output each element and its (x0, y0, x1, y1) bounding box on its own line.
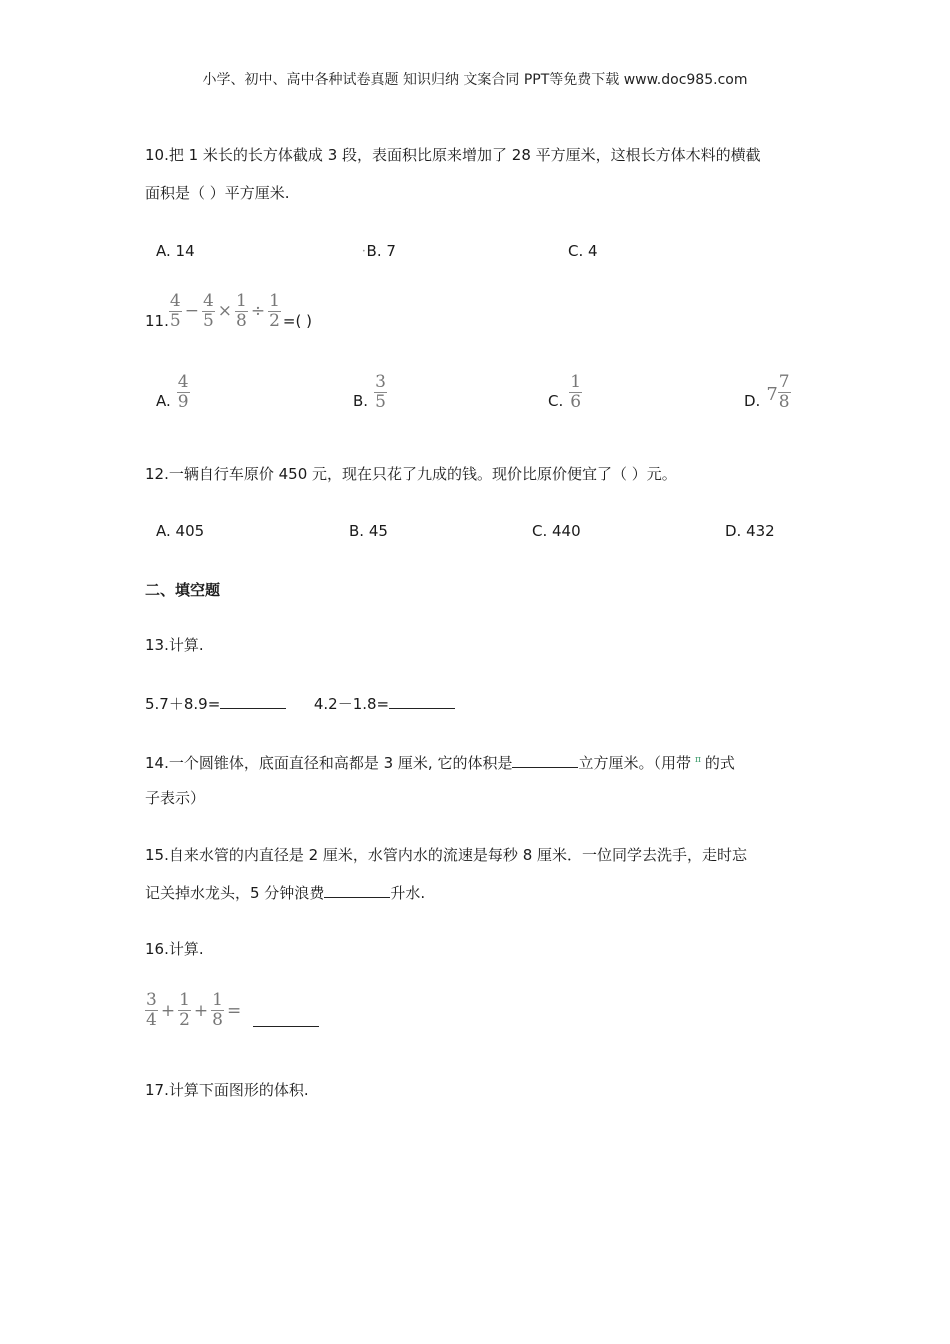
fraction-denominator: 4 (146, 1010, 157, 1030)
fraction-denominator: 2 (269, 310, 280, 331)
q14-part2: 立方厘米。（用带 (578, 754, 691, 772)
fraction-denominator: 8 (212, 1010, 223, 1030)
fraction-numerator: 1 (236, 290, 247, 311)
q15-line2a: 记关掉水龙头，5 分钟浪费 (145, 884, 325, 902)
option-label: C. (548, 392, 564, 410)
q15-line2 (145, 883, 425, 903)
answer-blank[interactable] (389, 694, 455, 709)
q16-expression (145, 992, 319, 1029)
answer-blank[interactable] (512, 753, 578, 768)
option-label: A. (156, 392, 171, 410)
q11-option-a[interactable] (156, 374, 190, 411)
q10-line2: 面积是（ ）平方厘米. (145, 184, 290, 202)
q11-tail: =( ) (282, 312, 312, 330)
q15-line1: 15.自来水管的内直径是 2 厘米，水管内水的流速是每秒 8 厘米．一位同学去洗手，走时忘 (145, 846, 748, 864)
q13-expression (145, 694, 455, 714)
fraction-numerator: 3 (146, 990, 157, 1010)
fraction-denominator: 8 (236, 310, 247, 331)
minus-operator: − (184, 301, 199, 321)
fraction (374, 374, 387, 411)
q12-text: 12.一辆自行车原价 450 元，现在只花了九成的钱。现价比原价便宜了（ ）元。 (145, 465, 677, 483)
fraction-numerator: 1 (212, 990, 223, 1010)
section-title: 二、填空题 (145, 581, 221, 599)
option-label: B. (353, 392, 369, 410)
fraction-numerator: 1 (570, 372, 582, 392)
q10-line1: 10.把 1 米长的长方体截成 3 段，表面积比原来增加了 28 平方厘米，这根长方体木料的横截 (145, 146, 761, 164)
answer-blank[interactable] (220, 694, 286, 709)
q11-expression (145, 291, 312, 331)
fraction (235, 290, 248, 331)
pi-symbol: π (695, 755, 701, 765)
q12-option-a[interactable]: A. 405 (156, 522, 205, 540)
divide-operator: ÷ (250, 301, 266, 321)
q13-expr1: 5.7＋8.9= (145, 695, 221, 713)
times-operator: × (217, 301, 233, 321)
q17-title: 17.计算下面图形的体积. (145, 1081, 309, 1099)
fraction (178, 992, 191, 1029)
q13-expr2: 4.2－1.8= (313, 695, 390, 713)
plus-operator: + (193, 1000, 209, 1021)
q11-option-d[interactable] (744, 374, 791, 411)
fraction (211, 992, 224, 1029)
fraction-denominator: 2 (179, 1010, 190, 1030)
q16-title: 16.计算. (145, 940, 204, 958)
fraction-denominator: 5 (375, 392, 386, 412)
fraction (169, 290, 182, 331)
q10-option-b-text: B. 7 (366, 242, 396, 260)
q14-part3: 的式 (704, 754, 735, 772)
q14-line2: 子表示） (145, 789, 206, 807)
fraction-numerator: 4 (177, 372, 189, 392)
q11-option-b[interactable] (353, 374, 387, 411)
q14-part1: 14.一个圆锥体，底面直径和高都是 3 厘米, 它的体积是 (145, 754, 513, 772)
fraction-numerator: 4 (169, 290, 181, 311)
mixed-whole-part: 7 (766, 384, 778, 405)
fraction-denominator: 8 (778, 392, 790, 412)
q11-number: 11. (145, 312, 169, 330)
fraction (778, 374, 791, 411)
fraction-denominator: 6 (570, 392, 582, 412)
fraction-denominator: 5 (169, 310, 181, 331)
fraction-numerator: 1 (269, 290, 280, 311)
q14-line1 (145, 750, 735, 773)
fraction (177, 374, 190, 411)
q10-option-b[interactable] (362, 241, 396, 262)
answer-blank[interactable] (324, 883, 390, 898)
q15-line2b: 升水. (390, 884, 426, 902)
option-label: D. (744, 392, 761, 410)
fraction (268, 290, 281, 331)
fraction-denominator: 9 (177, 392, 189, 412)
fraction-numerator: 3 (375, 372, 386, 392)
fraction-numerator: 4 (202, 290, 214, 311)
dot-mark-icon: • (362, 247, 366, 255)
fraction (202, 290, 215, 331)
fraction-numerator: 7 (778, 372, 790, 392)
equals-sign: = (226, 1000, 242, 1021)
fraction (569, 374, 582, 411)
q11-option-c[interactable] (548, 374, 582, 411)
q12-option-b[interactable]: B. 45 (349, 522, 388, 540)
fraction (145, 992, 158, 1029)
fraction-numerator: 1 (179, 990, 190, 1010)
answer-blank[interactable] (253, 1012, 319, 1027)
q13-title: 13.计算. (145, 636, 204, 654)
q10-option-c[interactable]: C. 4 (568, 242, 598, 260)
plus-operator: + (160, 1000, 176, 1021)
page-header: 小学、初中、高中各种试卷真题 知识归纳 文案合同 PPT等免费下载 www.doc985.com (202, 72, 748, 88)
q10-option-a[interactable]: A. 14 (156, 242, 195, 260)
q12-option-c[interactable]: C. 440 (532, 522, 581, 540)
fraction-denominator: 5 (202, 310, 214, 331)
q12-option-d[interactable]: D. 432 (725, 522, 775, 540)
